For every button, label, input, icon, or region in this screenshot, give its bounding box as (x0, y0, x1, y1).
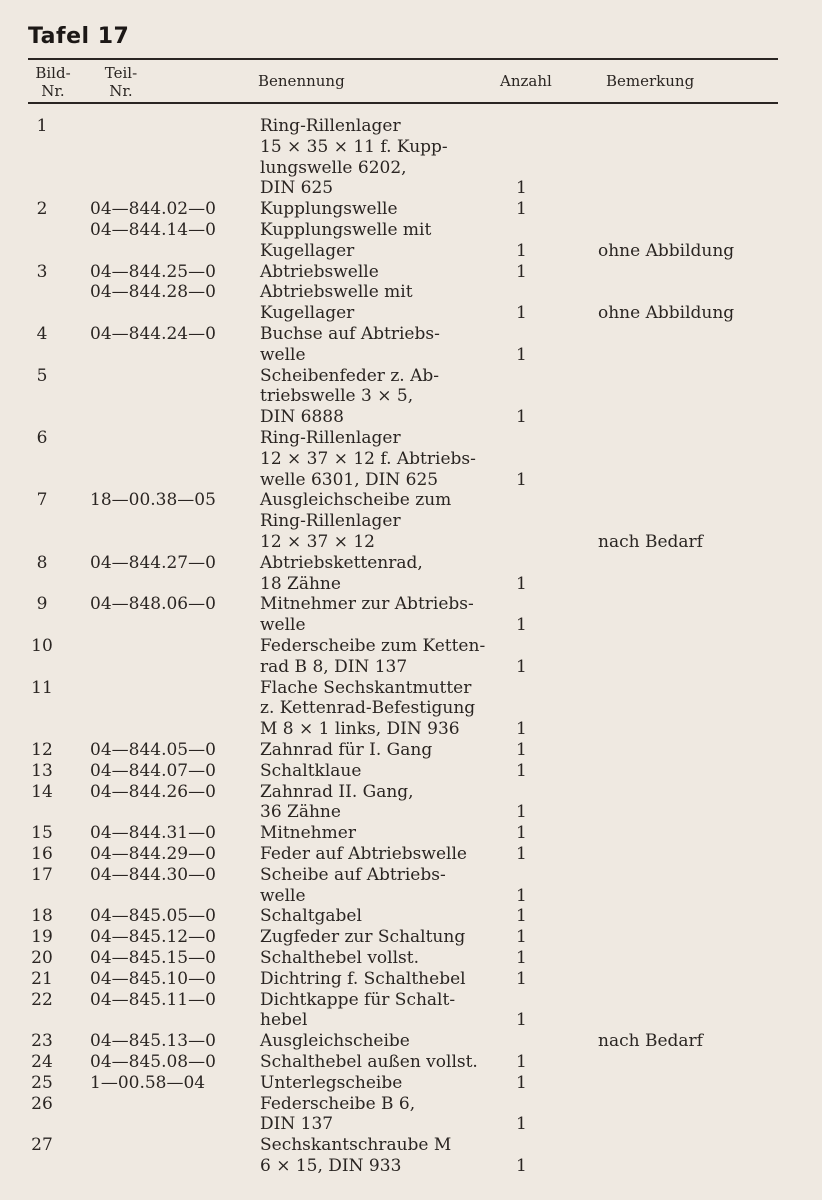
cell-benennung: 12 × 37 × 12 f. Abtriebs- (260, 448, 476, 469)
cell-bild-nr: 12 (31, 740, 53, 760)
table-row (0, 116, 822, 137)
table-row (0, 282, 822, 303)
table-row (0, 137, 822, 158)
cell-anzahl: 1 (516, 948, 527, 968)
cell-bild-nr: 20 (31, 948, 53, 968)
cell-benennung: Abtriebskettenrad, (260, 552, 423, 573)
cell-bild-nr: 26 (31, 1093, 53, 1114)
cell-teil-nr: 04—844.24—0 (90, 324, 216, 344)
header-teil-nr (96, 64, 146, 100)
cell-bild-nr: 16 (31, 844, 53, 864)
table-row (0, 199, 822, 220)
table-row (0, 802, 822, 823)
cell-bild-nr: 25 (31, 1072, 53, 1093)
cell-anzahl: 1 (516, 261, 527, 282)
cell-benennung: welle (260, 344, 306, 365)
table-row (0, 1156, 822, 1177)
cell-anzahl: 1 (516, 407, 527, 428)
cell-bild-nr: 17 (31, 864, 53, 885)
cell-bild-nr: 21 (31, 968, 53, 989)
cell-anzahl: 1 (516, 719, 527, 740)
table-row (0, 1031, 822, 1052)
cell-benennung: Kupplungswelle mit (260, 220, 432, 240)
cell-benennung: Ring-Rillenlager (260, 116, 401, 136)
cell-teil-nr: 04—844.28—0 (90, 282, 216, 303)
cell-benennung: triebswelle 3 × 5, (260, 386, 414, 407)
table-row (0, 1073, 822, 1094)
cell-benennung: 12 × 37 × 12 (260, 532, 375, 552)
cell-benennung: Ring-Rillenlager (260, 428, 401, 448)
cell-benennung: Schalthebel außen vollst. (260, 1052, 478, 1072)
cell-teil-nr: 04—844.26—0 (90, 781, 216, 802)
cell-benennung: welle (260, 885, 306, 906)
cell-bemerkung: nach Bedarf (598, 1031, 703, 1052)
cell-benennung: lungswelle 6202, (260, 157, 407, 178)
cell-bemerkung: ohne Abbildung (598, 240, 735, 261)
table-row (0, 719, 822, 740)
cell-benennung: welle (260, 615, 306, 636)
cell-teil-nr: 04—845.05—0 (90, 906, 216, 927)
cell-bemerkung: nach Bedarf (598, 532, 703, 552)
table-row (0, 386, 822, 407)
cell-bild-nr: 18 (31, 906, 53, 927)
cell-benennung: Federscheibe B 6, (260, 1093, 416, 1114)
table-row (0, 262, 822, 283)
cell-bild-nr: 24 (31, 1052, 53, 1072)
table-row (0, 1052, 822, 1073)
cell-anzahl: 1 (516, 968, 527, 989)
cell-benennung: Buchse auf Abtriebs- (260, 324, 440, 344)
cell-teil-nr: 04—844.25—0 (90, 261, 216, 282)
cell-anzahl: 1 (516, 802, 527, 823)
cell-anzahl: 1 (516, 344, 527, 365)
table-row (0, 158, 822, 179)
page-title: Tafel 17 (28, 24, 130, 49)
cell-bild-nr: 27 (31, 1135, 53, 1156)
cell-teil-nr: 18—00.38—05 (90, 490, 216, 511)
header-benennung: Benennung (258, 72, 345, 90)
cell-bild-nr: 7 (36, 490, 48, 511)
table-row (0, 220, 822, 241)
cell-benennung: hebel (260, 1010, 308, 1031)
cell-benennung: Zugfeder zur Schaltung (260, 927, 466, 948)
cell-anzahl: 1 (516, 1072, 527, 1093)
cell-bild-nr: 5 (36, 365, 48, 386)
cell-anzahl: 1 (516, 885, 527, 906)
table-row (0, 553, 822, 574)
table-row (0, 886, 822, 907)
table-row (0, 927, 822, 948)
cell-teil-nr: 04—844.05—0 (90, 740, 216, 760)
cell-anzahl: 1 (516, 178, 527, 199)
table-row (0, 490, 822, 511)
cell-benennung: Kugellager (260, 303, 355, 324)
cell-benennung: welle 6301, DIN 625 (260, 469, 439, 490)
cell-benennung: Schalthebel vollst. (260, 948, 419, 968)
table-row (0, 1010, 822, 1031)
cell-bemerkung: ohne Abbildung (598, 303, 735, 324)
cell-anzahl: 1 (516, 1156, 527, 1176)
table-row (0, 906, 822, 927)
cell-benennung: Schaltgabel (260, 906, 362, 927)
cell-benennung: Scheibenfeder z. Ab- (260, 365, 439, 386)
cell-bild-nr: 9 (36, 594, 48, 615)
table-row (0, 428, 822, 449)
cell-teil-nr: 04—844.29—0 (90, 844, 216, 864)
header-top-rule (28, 58, 778, 60)
cell-bild-nr: 13 (31, 760, 53, 781)
cell-benennung: Abtriebswelle (260, 261, 379, 282)
cell-benennung: Ausgleichscheibe zum (260, 490, 452, 511)
table-row (0, 698, 822, 719)
cell-bild-nr: 11 (31, 677, 53, 698)
cell-teil-nr: 04—845.08—0 (90, 1052, 216, 1072)
table-row (0, 407, 822, 428)
cell-anzahl: 1 (516, 760, 527, 781)
cell-anzahl: 1 (516, 823, 527, 844)
table-row (0, 657, 822, 678)
cell-benennung: Dichtkappe für Schalt- (260, 989, 456, 1010)
cell-benennung: Zahnrad für I. Gang (260, 740, 433, 760)
header-teil-line1: Teil- (104, 64, 138, 82)
cell-teil-nr: 04—844.07—0 (90, 760, 216, 781)
table-row (0, 844, 822, 865)
cell-bild-nr: 22 (31, 989, 53, 1010)
header-anzahl: Anzahl (500, 72, 552, 90)
header-bild-line2: Nr. (41, 82, 65, 100)
table-row (0, 636, 822, 657)
table-row (0, 178, 822, 199)
cell-benennung: Abtriebswelle mit (260, 282, 413, 303)
cell-benennung: rad B 8, DIN 137 (260, 656, 408, 677)
cell-teil-nr: 04—844.02—0 (90, 199, 216, 220)
cell-anzahl: 1 (516, 1010, 527, 1031)
cell-teil-nr: 04—845.15—0 (90, 948, 216, 968)
cell-bild-nr: 4 (36, 324, 48, 344)
table-row (0, 823, 822, 844)
cell-benennung: Flache Sechskantmutter (260, 677, 472, 698)
cell-benennung: z. Kettenrad-Befestigung (260, 698, 476, 719)
table-row (0, 865, 822, 886)
table-row (0, 990, 822, 1011)
cell-benennung: Sechskantschraube M (260, 1135, 452, 1156)
cell-anzahl: 1 (516, 844, 527, 864)
cell-bild-nr: 3 (36, 261, 48, 282)
table-row (0, 740, 822, 761)
cell-benennung: 15 × 35 × 11 f. Kupp- (260, 136, 448, 157)
header-teil-line2: Nr. (109, 82, 133, 100)
cell-teil-nr: 04—845.12—0 (90, 927, 216, 948)
cell-benennung: Ausgleichscheibe (260, 1031, 410, 1052)
cell-bild-nr: 2 (36, 199, 48, 220)
table-row (0, 366, 822, 387)
cell-benennung: Mitnehmer (260, 823, 356, 844)
cell-bild-nr: 23 (31, 1031, 53, 1052)
table-row (0, 594, 822, 615)
table-row (0, 241, 822, 262)
cell-benennung: Zahnrad II. Gang, (260, 781, 414, 802)
cell-teil-nr: 04—845.13—0 (90, 1031, 216, 1052)
cell-bild-nr: 1 (36, 116, 48, 136)
table-row (0, 615, 822, 636)
cell-benennung: DIN 137 (260, 1114, 334, 1135)
table-row (0, 511, 822, 532)
cell-bild-nr: 14 (31, 781, 53, 802)
cell-teil-nr: 04—844.30—0 (90, 864, 216, 885)
header-bemerkung: Bemerkung (606, 72, 695, 90)
table-row (0, 470, 822, 491)
cell-benennung: Dichtring f. Schalthebel (260, 968, 466, 989)
cell-benennung: DIN 625 (260, 178, 334, 199)
table-row (0, 1135, 822, 1156)
table-row (0, 1114, 822, 1135)
cell-benennung: 6 × 15, DIN 933 (260, 1156, 402, 1176)
cell-anzahl: 1 (516, 240, 527, 261)
header-bottom-rule (28, 102, 778, 104)
cell-bild-nr: 10 (31, 636, 53, 656)
cell-teil-nr: 04—844.31—0 (90, 823, 216, 844)
cell-benennung: 18 Zähne (260, 573, 341, 594)
cell-benennung: 36 Zähne (260, 802, 341, 823)
table-row (0, 324, 822, 345)
cell-anzahl: 1 (516, 927, 527, 948)
cell-bild-nr: 15 (31, 823, 53, 844)
cell-bild-nr: 19 (31, 927, 53, 948)
table-row (0, 532, 822, 553)
cell-teil-nr: 1—00.58—04 (90, 1072, 206, 1093)
cell-teil-nr: 04—848.06—0 (90, 594, 216, 615)
cell-teil-nr: 04—845.10—0 (90, 968, 216, 989)
cell-anzahl: 1 (516, 303, 527, 324)
table-row (0, 574, 822, 595)
cell-teil-nr: 04—844.14—0 (90, 220, 216, 240)
table-row (0, 761, 822, 782)
cell-anzahl: 1 (516, 656, 527, 677)
cell-benennung: Scheibe auf Abtriebs- (260, 864, 446, 885)
cell-bild-nr: 8 (36, 552, 48, 573)
cell-anzahl: 1 (516, 1114, 527, 1135)
cell-anzahl: 1 (516, 615, 527, 636)
table-row (0, 969, 822, 990)
cell-teil-nr: 04—844.27—0 (90, 552, 216, 573)
cell-benennung: DIN 6888 (260, 407, 344, 428)
cell-benennung: M 8 × 1 links, DIN 936 (260, 719, 460, 740)
cell-benennung: Feder auf Abtriebswelle (260, 844, 467, 864)
cell-benennung: Kupplungswelle (260, 199, 398, 220)
cell-anzahl: 1 (516, 469, 527, 490)
table-row (0, 1094, 822, 1115)
cell-benennung: Ring-Rillenlager (260, 511, 401, 532)
cell-benennung: Unterlegscheibe (260, 1072, 403, 1093)
cell-anzahl: 1 (516, 1052, 527, 1072)
cell-teil-nr: 04—845.11—0 (90, 989, 216, 1010)
table-row (0, 303, 822, 324)
header-bild-nr (28, 64, 78, 100)
table-row (0, 782, 822, 803)
table-row (0, 449, 822, 470)
header-bild-line1: Bild- (35, 64, 71, 82)
table-row (0, 345, 822, 366)
cell-benennung: Mitnehmer zur Abtriebs- (260, 594, 474, 615)
cell-anzahl: 1 (516, 740, 527, 760)
cell-benennung: Kugellager (260, 240, 355, 261)
cell-benennung: Schaltklaue (260, 760, 362, 781)
cell-benennung: Federscheibe zum Ketten- (260, 636, 486, 656)
cell-anzahl: 1 (516, 199, 527, 220)
table-row (0, 948, 822, 969)
cell-bild-nr: 6 (36, 428, 48, 448)
table-row (0, 678, 822, 699)
cell-anzahl: 1 (516, 906, 527, 927)
cell-anzahl: 1 (516, 573, 527, 594)
